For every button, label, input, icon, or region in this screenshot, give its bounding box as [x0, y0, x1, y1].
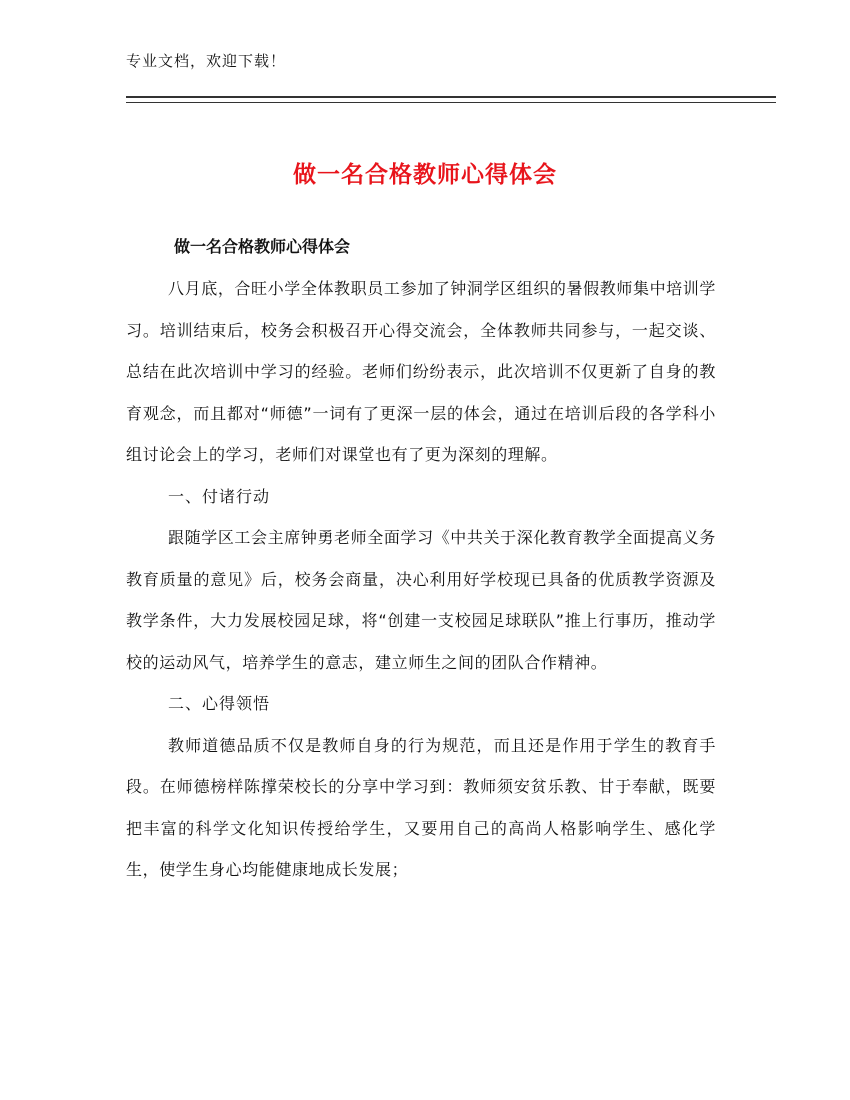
section-heading-2: 二、心得领悟 [168, 694, 271, 713]
document-title: 做一名合格教师心得体会 [293, 162, 557, 188]
paragraph-section-1: 跟随学区工会主席钟勇老师全面学习《中共关于深化教育教学全面提高义务教育质量的意见》后，校务会商量，决心利用好学校现已具备的优质教学资源及教学条件，大力发展校园足球，将“创建一支校园足球联队”推上行事历，推动学校的运动风气，培养学生的意志，建立师生之间的团队合作精神。 [126, 528, 716, 672]
header-note: 专业文档，欢迎下载！ [126, 52, 287, 70]
header-divider [126, 96, 776, 103]
paragraph-section-2: 教师道德品质不仅是教师自身的行为规范，而且还是作用于学生的教育手段。在师德榜样陈撑荣校长的分享中学习到：教师须安贫乐教、甘于奉献，既要把丰富的科学文化知识传授给学生，又要用自己的高尚人格影响学生、感化学生，使学生身心均能健康地成长发展； [126, 735, 716, 879]
section-heading-1: 一、付诸行动 [168, 486, 271, 506]
document-subtitle: 做一名合格教师心得体会 [174, 237, 351, 256]
paragraph-intro: 八月底，合旺小学全体教职员工参加了钟洞学区组织的暑假教师集中培训学习。培训结束后，校务会积极召开心得交流会，全体教师共同参与，一起交谈、总结在此次培训中学习的经验。老师们纷纷表示，此次培训不仅更新了自身的教育观念，而且都对“师德”一词有了更深一层的体会，通过在培训后段的各学科小组讨论会上的学习，老师们对课堂也有了更为深刻的理解。 [126, 279, 716, 464]
document-body [126, 232, 716, 891]
